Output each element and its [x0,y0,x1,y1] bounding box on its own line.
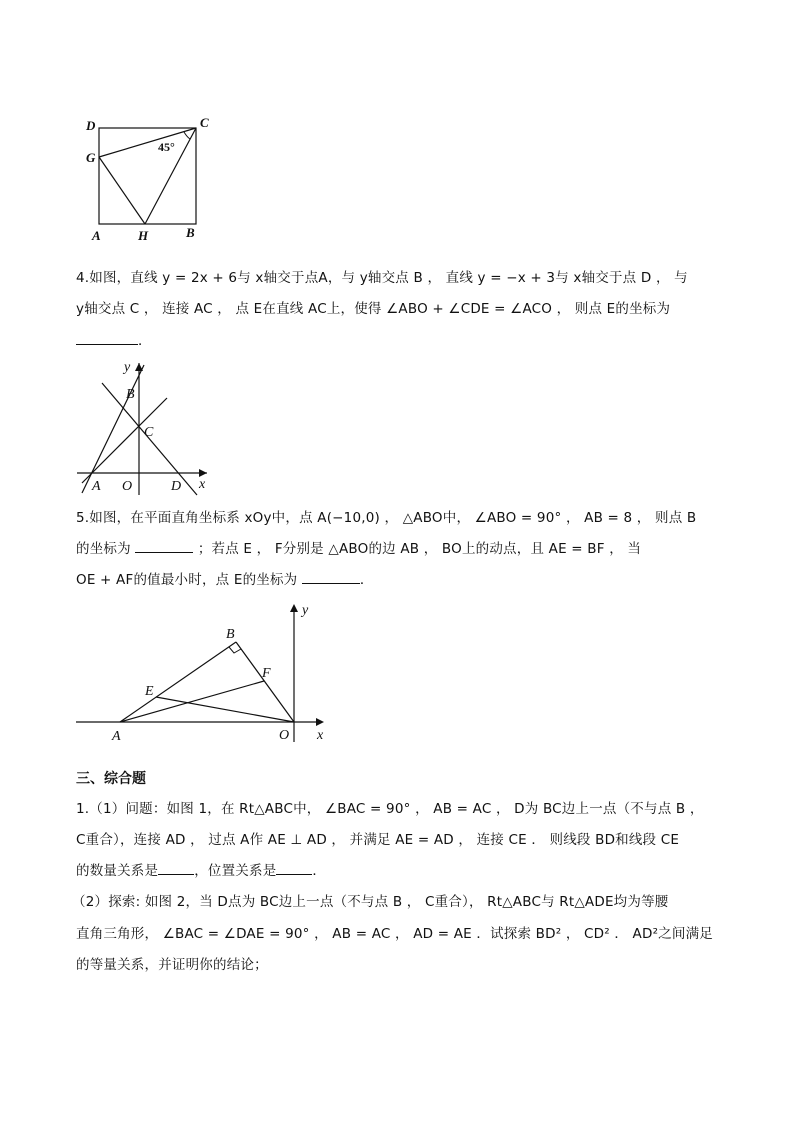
label-y: y [124,360,131,375]
s3-p2-line-3: 的等量关系，并证明你的结论； [76,957,268,973]
s3-p2-line-2: 直角三角形， ∠BAC = ∠DAE = 90° ， AB = AC ， AD = AE ．试探索 BD² ， CD² ． AD²之间满足 [76,926,713,942]
triangle-diagram [72,600,337,745]
label-b: B [186,225,195,240]
answer-blank-e[interactable] [302,570,360,584]
label-a: A [112,729,121,744]
x-axis-arrow [199,469,207,477]
label-e: E [145,684,154,699]
q5-line-2-a: 的坐标为 [76,541,131,557]
label-b: B [226,627,235,642]
axes-diagram [72,355,217,500]
label-a: A [92,479,101,494]
q5-line-3-a: OE + AF的值最小时，点 E的坐标为 [76,572,298,588]
label-c: C [144,425,154,440]
s3-p1-line-2: C重合），连接 AD ， 过点 A作 AE ⊥ AD ， 并满足 AE = AD ， 连接 CE ． 则线段 BD和线段 CE [76,832,680,848]
label-c: C [200,115,209,130]
figure-lines-axes [72,355,217,500]
segment-af [120,681,264,722]
q5-line-1: 5.如图，在平面直角坐标系 xOy中，点 A(−10,0) ， △ABO中， ∠ABO = 90° ， AB = 8 ， 则点 B [76,510,697,526]
q4-line-2: y轴交点 C ， 连接 AC ， 点 E在直线 AC上，使得 ∠ABO + ∠CDE = ∠ACO ， 则点 E的坐标为 [76,301,671,317]
angle-label: 45° [158,140,175,154]
angle-arc [184,132,190,139]
answer-blank-b[interactable] [135,539,193,553]
segment-gc [99,128,196,157]
x-axis-arrow [316,718,324,726]
label-f: F [262,666,271,681]
label-d: D [171,479,182,494]
q5-line-2-b: ；若点 E ， F分别是 △ABO的边 AB ， BO上的动点，且 AE = BF ， 当 [197,541,642,557]
label-a: A [92,228,101,243]
q4-period: ． [138,333,152,349]
square-diagram [80,110,220,245]
answer-blank[interactable] [76,331,138,345]
label-o: O [122,479,133,494]
y-axis-arrow [290,604,298,612]
right-angle-mark [229,647,241,653]
q4-line-1: 4.如图，直线 y = 2x + 6与 x轴交于点A，与 y轴交点 B ， 直线 y = −x + 3与 x轴交于点 D ， 与 [76,270,688,286]
s3-p1-line-3 [76,861,754,881]
answer-blank-position[interactable] [276,861,312,875]
segment-gh [99,157,145,224]
s3-p1-line-3-c: ． [312,863,327,879]
label-o: O [279,728,290,743]
segment-bo [236,642,294,722]
figure-triangle-abo [72,600,337,745]
label-x: x [199,477,206,492]
q5-period: ． [359,572,374,588]
label-g: G [86,150,96,165]
label-x: x [317,728,324,743]
q5-line-2 [76,539,754,559]
label-h: H [138,228,149,243]
label-d: D [86,118,96,133]
segment-ab [120,642,236,722]
q5-line-3 [76,570,754,590]
section-heading: 三、综合题 [76,771,146,787]
segment-eo [156,697,294,722]
figure-square-triangle [80,110,220,245]
label-b: B [126,387,135,402]
s3-p1-line-1: 1.（1）问题：如图 1，在 Rt△ABC中， ∠BAC = 90° ， AB = AC ， D为 BC边上一点（不与点 B ， [76,801,704,817]
s3-p1-line-3-b: ，位置关系是 [194,863,277,879]
answer-blank-quantity[interactable] [158,861,194,875]
label-y: y [302,603,309,618]
line-ac [82,398,167,483]
q4-line-3 [76,331,754,351]
s3-p2-line-1: （2）探索: 如图 2，当 D点为 BC边上一点（不与点 B ， C重合）， Rt△ABC与 Rt△ADE均为等腰 [72,894,669,910]
s3-p1-line-3-a: 的数量关系是 [76,863,159,879]
